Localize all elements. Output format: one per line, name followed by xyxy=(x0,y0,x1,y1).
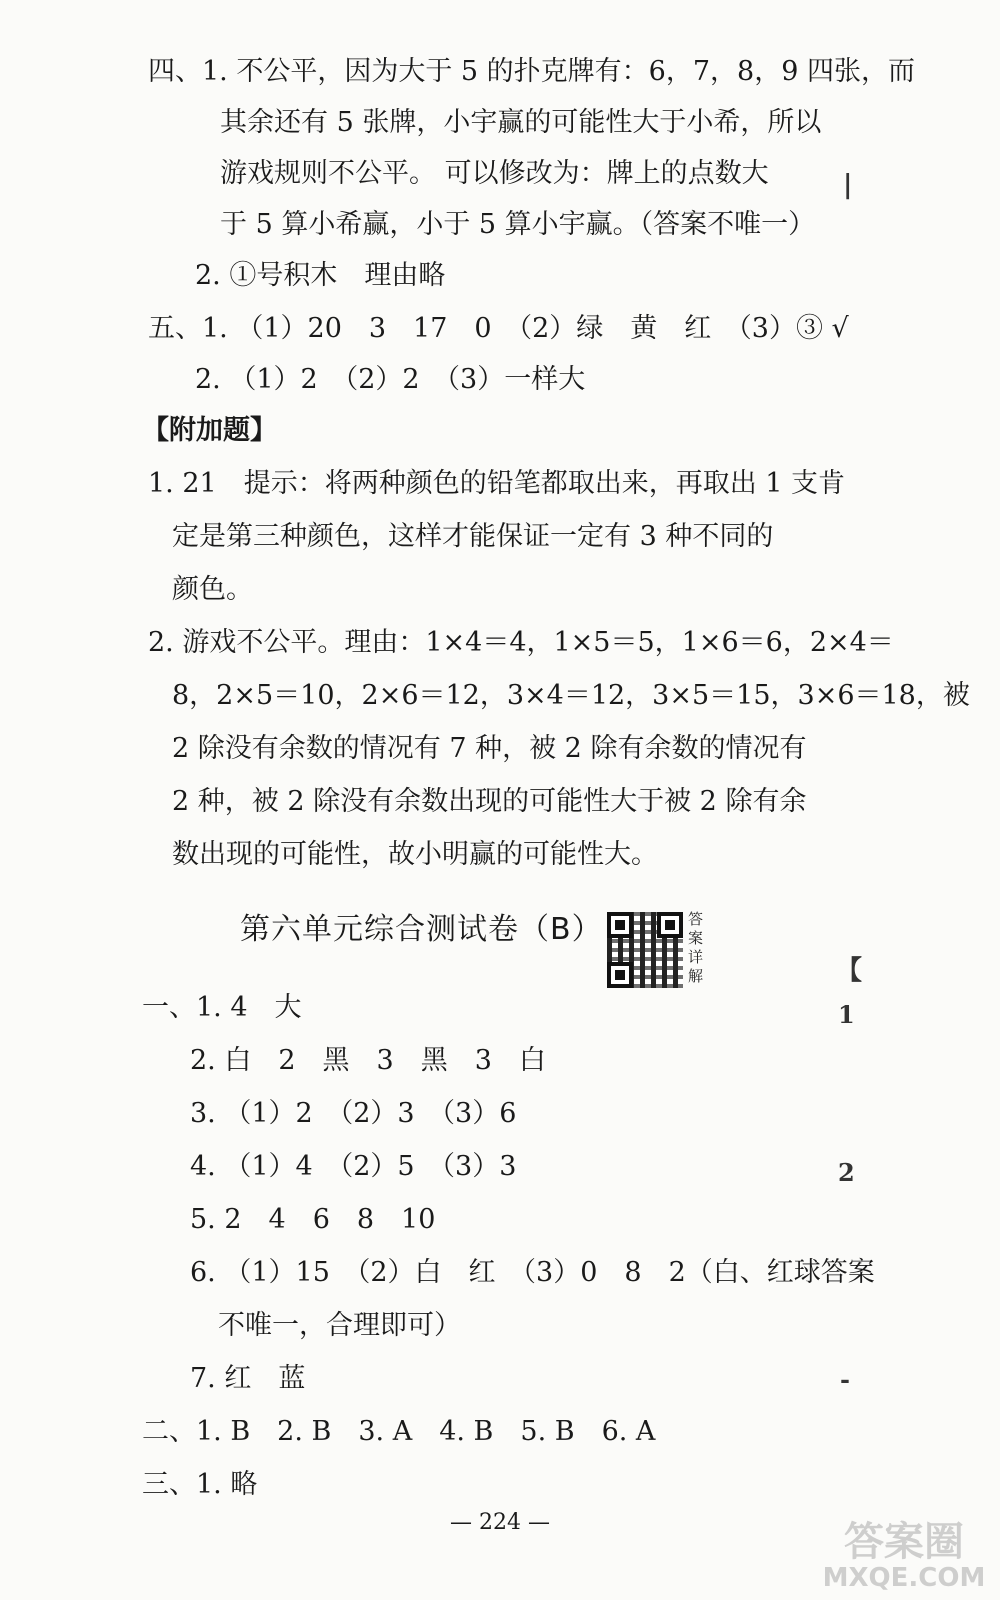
answer-line: 3. （1）2 （2）3 （3）6 xyxy=(190,1098,517,1129)
answer-line: 8，2×5＝10，2×6＝12，3×4＝12，3×5＝15，3×6＝18，被 xyxy=(172,680,970,711)
edge-mark: 1 xyxy=(838,1000,855,1029)
section-title: 第六单元综合测试卷（B） xyxy=(240,912,603,947)
edge-mark: 【 xyxy=(836,956,863,986)
answer-line-b3: 三、1. 略 xyxy=(142,1469,258,1500)
answer-line: 7. 红 蓝 xyxy=(190,1363,306,1394)
answer-line: 5. 2 4 6 8 10 xyxy=(190,1204,436,1235)
page-number: — 224 — xyxy=(450,1510,550,1535)
answer-line: 数出现的可能性，故小明赢的可能性大。 xyxy=(172,839,658,870)
answer-line-5-1: 五、1. （1）20 3 17 0 （2）绿 黄 红 （3）③ √ xyxy=(148,313,849,344)
answer-line: 于 5 算小希赢，小于 5 算小宇赢。（答案不唯一） xyxy=(220,209,816,240)
answer-line: 2 种，被 2 除没有余数出现的可能性大于被 2 除有余 xyxy=(172,786,807,817)
answer-line: 2. 白 2 黑 3 黑 3 白 xyxy=(190,1045,546,1076)
answer-line: 6. （1）15 （2）白 红 （3）0 8 2（白、红球答案 xyxy=(190,1257,875,1288)
qr-caption: 答案详解 xyxy=(688,910,704,985)
bonus-line-2: 2. 游戏不公平。理由：1×4＝4，1×5＝5，1×6＝6，2×4＝ xyxy=(148,627,894,658)
answer-line-b1-1: 一、1. 4 大 xyxy=(142,992,302,1023)
edge-mark: 2 xyxy=(838,1158,855,1187)
answer-line-5-2: 2. （1）2 （2）2 （3）一样大 xyxy=(195,364,586,395)
bonus-line-1: 1. 21 提示：将两种颜色的铅笔都取出来，再取出 1 支肯 xyxy=(148,468,846,499)
answer-line: 4. （1）4 （2）5 （3）3 xyxy=(190,1151,517,1182)
answer-line: 颜色。 xyxy=(172,574,253,605)
answer-line: 其余还有 5 张牌，小宇赢的可能性大于小希，所以 xyxy=(220,107,822,138)
answer-line: 游戏规则不公平。 可以修改为：牌上的点数大 xyxy=(220,158,769,189)
answer-line: 2 除没有余数的情况有 7 种，被 2 除有余数的情况有 xyxy=(172,733,807,764)
qr-code-icon[interactable] xyxy=(607,912,683,988)
edge-mark: - xyxy=(840,1365,850,1394)
answer-line-b2: 二、1. B 2. B 3. A 4. B 5. B 6. A xyxy=(142,1416,656,1447)
answer-line-4-2: 2. ①号积木 理由略 xyxy=(195,260,446,291)
watermark-line1: 答案圈 xyxy=(844,1519,964,1565)
bonus-heading: 【附加题】 xyxy=(142,415,277,446)
answer-line-4-1: 四、1. 不公平，因为大于 5 的扑克牌有：6，7，8，9 四张，而 xyxy=(148,56,915,87)
answer-line: 定是第三种颜色，这样才能保证一定有 3 种不同的 xyxy=(172,521,774,552)
answer-line: 不唯一，合理即可） xyxy=(218,1310,461,1341)
watermark-logo xyxy=(818,1520,990,1592)
edge-mark: | xyxy=(843,170,853,200)
watermark-line2: MXQE.COM xyxy=(822,1563,986,1593)
